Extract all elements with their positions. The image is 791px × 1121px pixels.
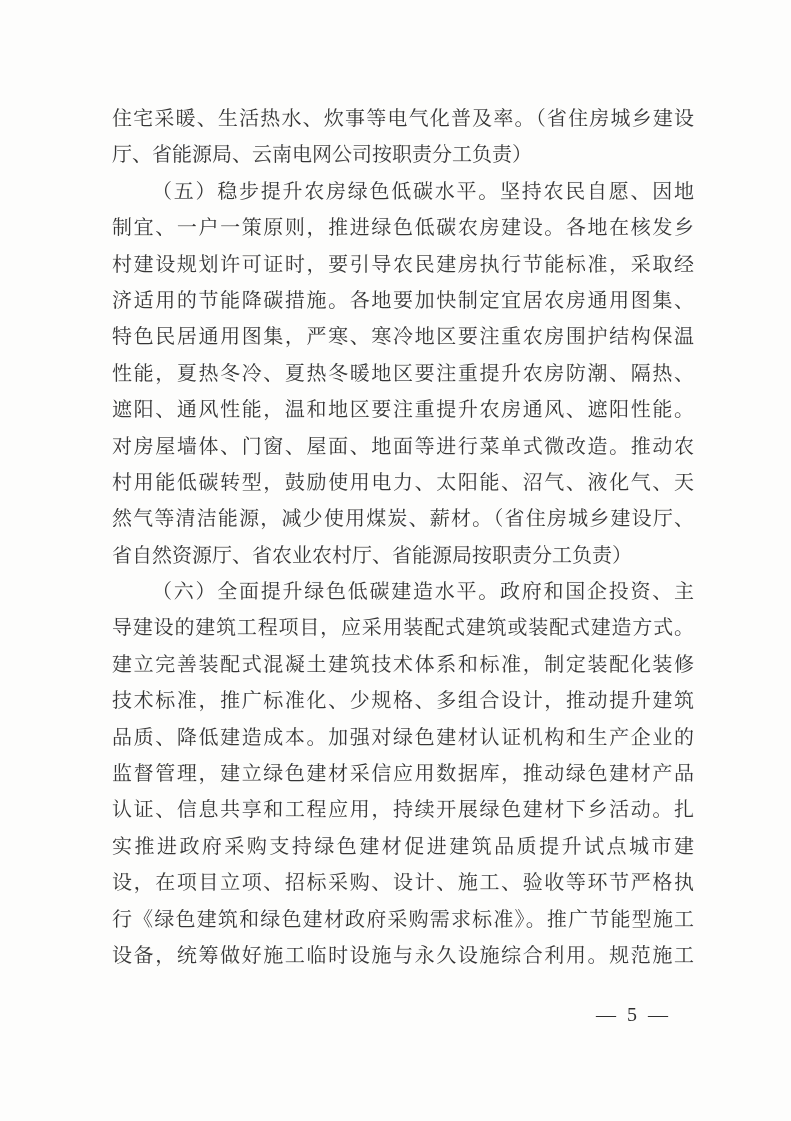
text-line: 遮阳、通风性能，温和地区要注重提升农房通风、遮阳性能。	[112, 399, 694, 422]
text-line: 然气等清洁能源，减少使用煤炭、薪材。（省住房城乡建设厅、	[112, 508, 694, 531]
text-line: （六）全面提升绿色低碳建造水平。政府和国企投资、主	[152, 581, 694, 604]
text-line: 监督管理，建立绿色建材采信应用数据库，推动绿色建材产品	[112, 763, 694, 786]
text-line: 性能，夏热冬冷、夏热冬暖地区要注重提升农房防潮、隔热、	[112, 362, 694, 385]
text-line: 省自然资源厅、省农业农村厅、省能源局按职责分工负责）	[112, 544, 632, 567]
page-number: — 5 —	[596, 1004, 671, 1026]
text-line: 设备，统筹做好施工临时设施与永久设施综合利用。规范施工	[112, 944, 694, 967]
text-line: 行《绿色建筑和绿色建材政府采购需求标准》。推广节能型施工	[112, 908, 694, 931]
text-line: 住宅采暖、生活热水、炊事等电气化普及率。（省住房城乡建设	[112, 108, 694, 130]
text-line: 建立完善装配式混凝土建筑技术体系和标准，制定装配化装修	[112, 653, 694, 676]
text-line: 认证、信息共享和工程应用，持续开展绿色建材下乡活动。扎	[112, 799, 694, 822]
text-line: 对房屋墙体、门窗、屋面、地面等进行菜单式微改造。推动农	[112, 435, 694, 458]
text-line: 村用能低碳转型，鼓励使用电力、太阳能、沼气、液化气、天	[112, 471, 694, 494]
text-line: 技术标准，推广标准化、少规格、多组合设计，推动提升建筑	[112, 690, 694, 713]
text-line: 厅、省能源局、云南电网公司按职责分工负责）	[112, 144, 532, 167]
document-body	[112, 101, 694, 974]
text-line: 实推进政府采购支持绿色建材促进建筑品质提升试点城市建	[112, 835, 694, 858]
text-line: 设，在项目立项、招标采购、设计、施工、验收等环节严格执	[112, 872, 694, 895]
text-line: 特色民居通用图集，严寒、寒冷地区要注重农房围护结构保温	[112, 326, 694, 349]
text-line: 济适用的节能降碳措施。各地要加快制定宜居农房通用图集、	[112, 289, 694, 312]
text-line: 村建设规划许可证时，要引导农民建房执行节能标准，采取经	[112, 253, 694, 276]
text-line: （五）稳步提升农房绿色低碳水平。坚持农民自愿、因地	[152, 180, 694, 203]
text-line: 导建设的建筑工程项目，应采用装配式建筑或装配式建造方式。	[112, 617, 694, 640]
text-line: 制宜、一户一策原则，推进绿色低碳农房建设。各地在核发乡	[112, 217, 694, 240]
text-line: 品质、降低建造成本。加强对绿色建材认证机构和生产企业的	[112, 726, 694, 749]
